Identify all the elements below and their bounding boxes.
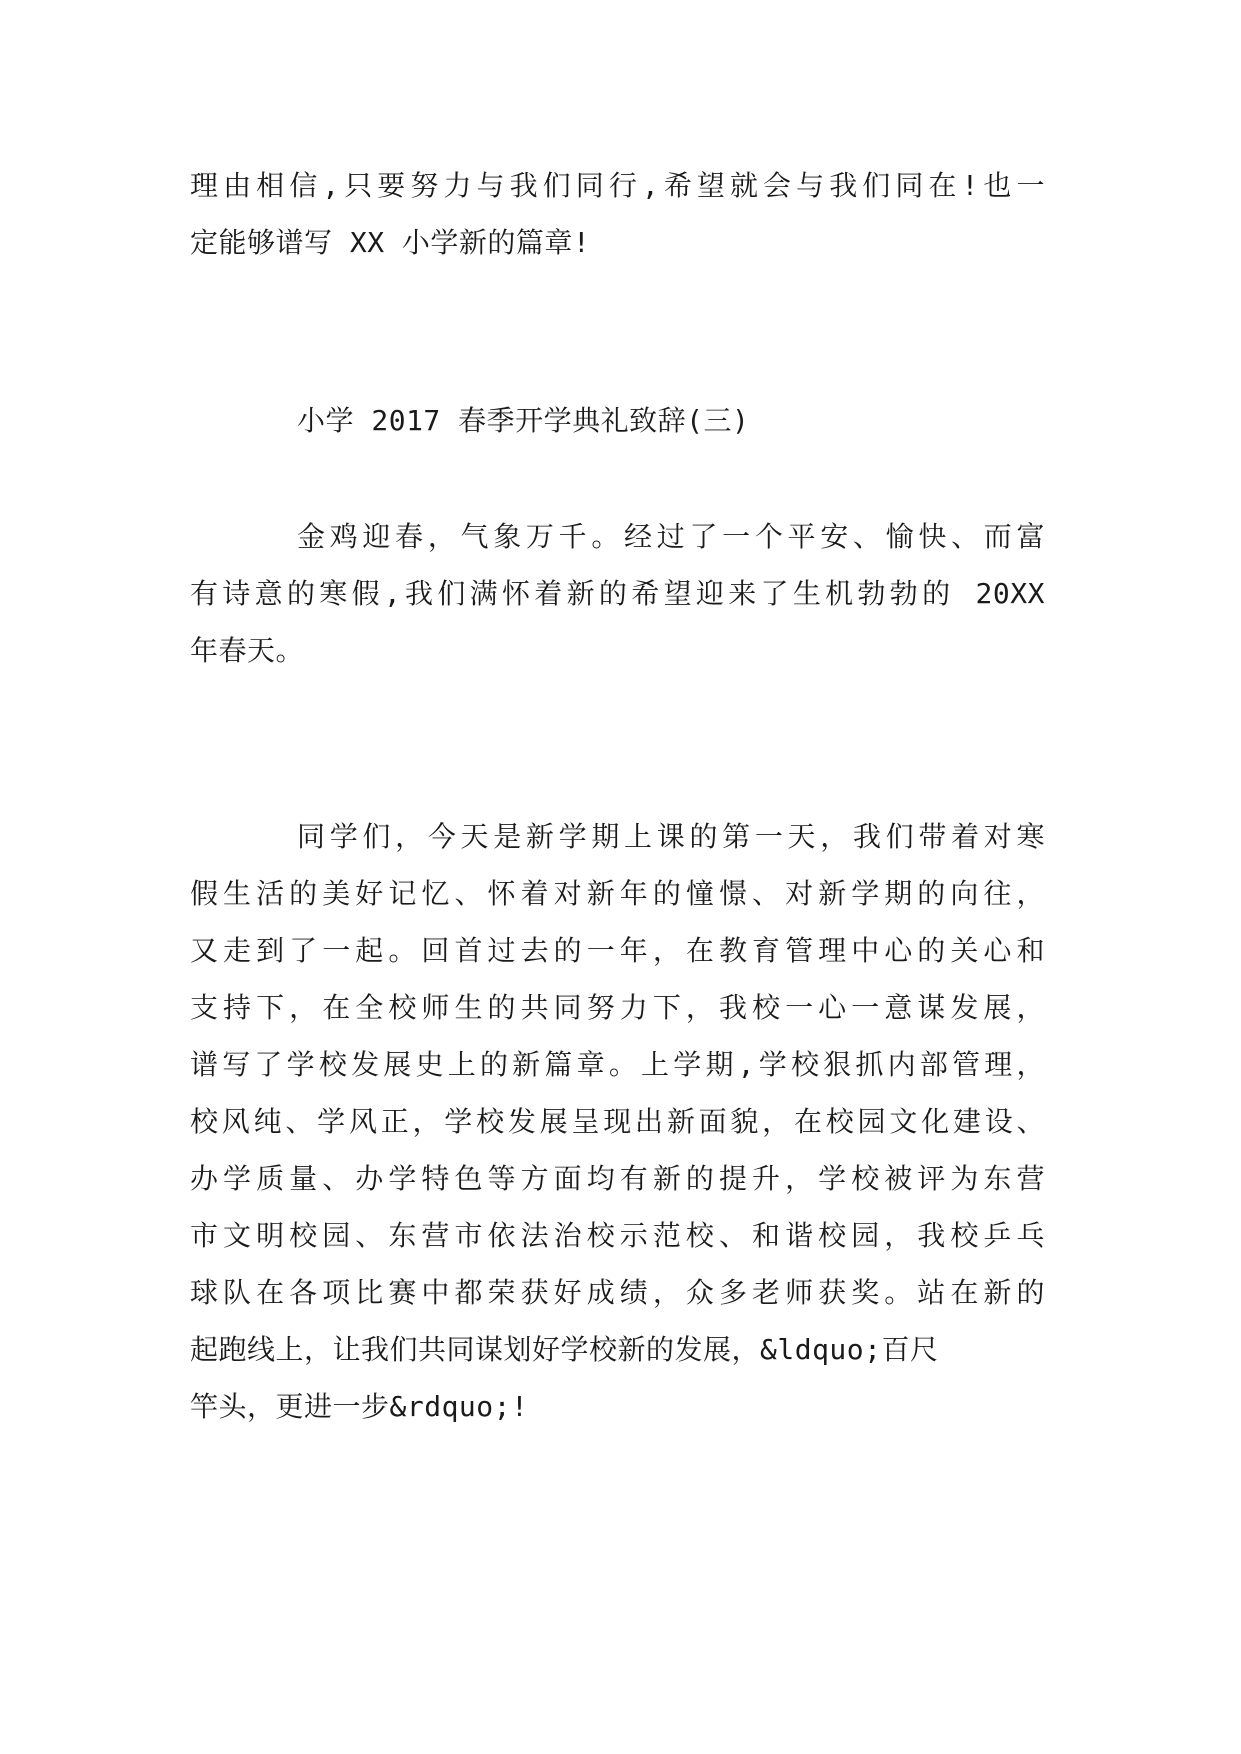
paragraph-line: 金鸡迎春，气象万千。经过了一个平安、愉快、而富 [297,520,1045,553]
paragraph-line: 竿头，更进一步&rdquo;! [190,1390,529,1423]
section-title-block [190,392,1060,449]
paragraph-line: 假生活的美好记忆、怀着对新年的憧憬、对新学期的向往， [190,877,1045,910]
paragraph-line: 又走到了一起。回首过去的一年，在教育管理中心的关心和 [190,934,1045,967]
paragraph-line: 校风纯、学风正，学校发展呈现出新面貌，在校园文化建设、 [190,1105,1045,1138]
paragraph-line: 年春天。 [190,634,305,667]
paragraph-line: 市文明校园、东营市依法治校示范校、和谐校园，我校乒乓 [190,1219,1045,1252]
paragraph-line: 谱写了学校发展史上的新篇章。上学期,学校狠抓内部管理， [190,1048,1045,1081]
paragraph-line: 办学质量、办学特色等方面均有新的提升，学校被评为东营 [190,1162,1045,1195]
paragraph-line: 支持下，在全校师生的共同努力下，我校一心一意谋发展， [190,991,1045,1024]
paragraph-line: 有诗意的寒假,我们满怀着新的希望迎来了生机勃勃的 20XX [190,577,1045,610]
paragraph-line: 定能够谱写 XX 小学新的篇章! [190,226,591,259]
paragraph-line: 球队在各项比赛中都荣获好成绩，众多老师获奖。站在新的 [190,1276,1045,1309]
section-title: 小学 2017 春季开学典礼致辞(三) [297,404,750,437]
paragraph-opening [190,508,1060,679]
paragraph-line: 理由相信,只要努力与我们同行,希望就会与我们同在!也一 [190,169,1045,202]
paragraph-main [190,808,1060,1435]
closing-paragraph [190,157,1060,271]
paragraph-line: 同学们，今天是新学期上课的第一天，我们带着对寒 [297,820,1045,853]
paragraph-line: 起跑线上，让我们共同谋划好学校新的发展，&ldquo;百尺 [190,1333,939,1366]
